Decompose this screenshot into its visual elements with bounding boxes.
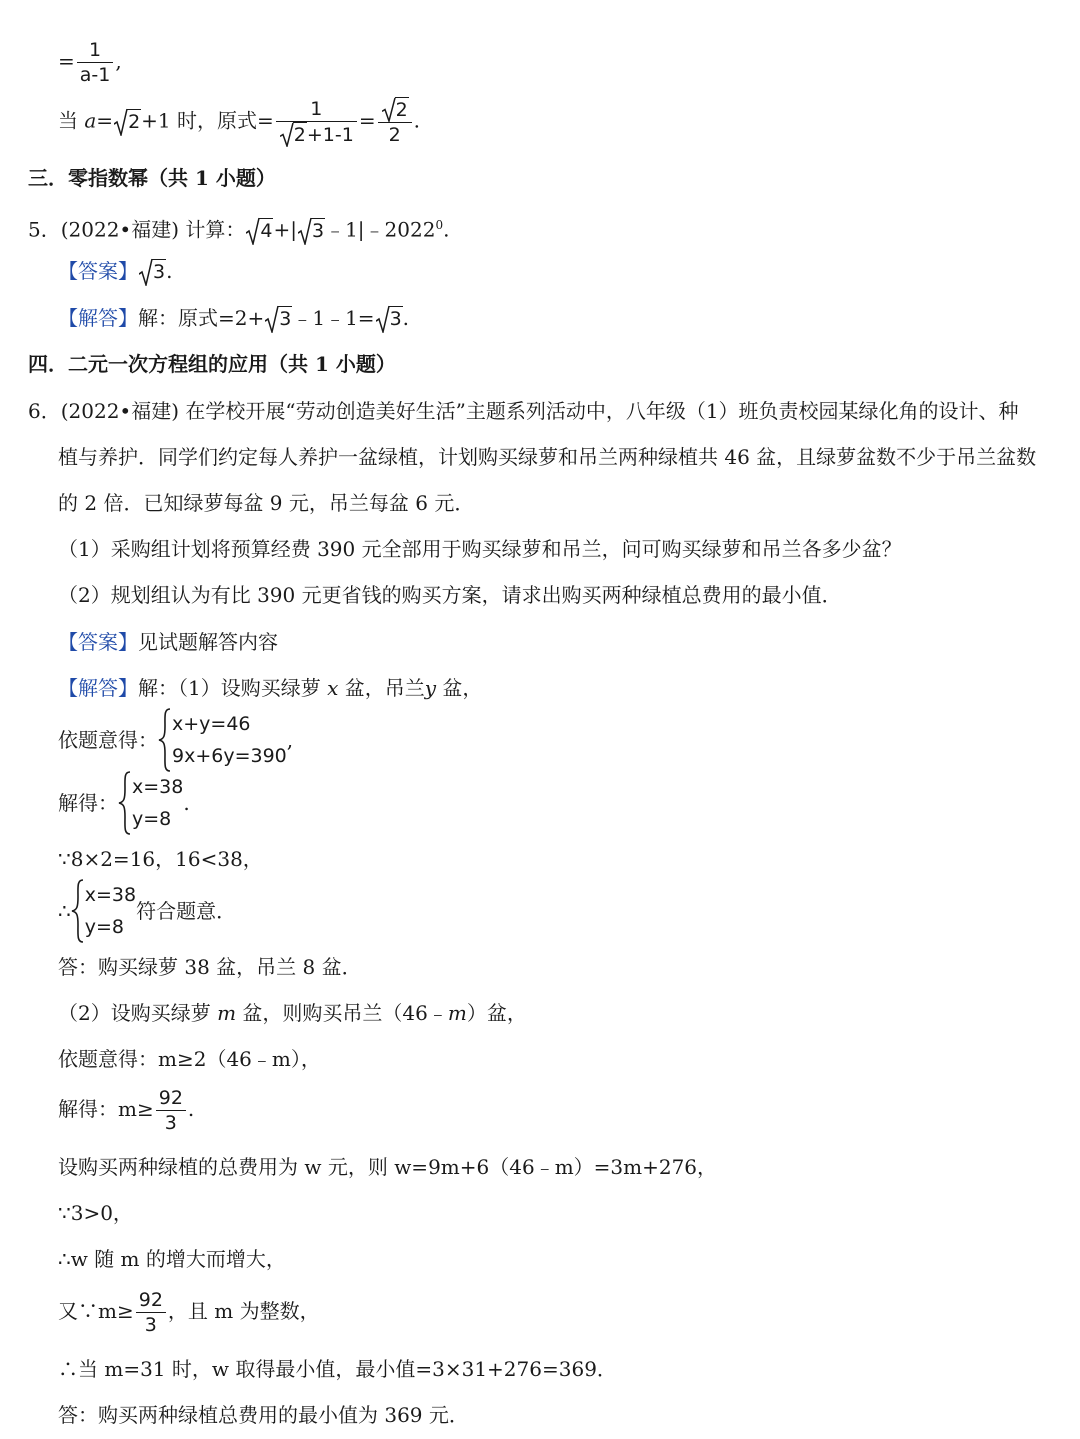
radicand: 3 (389, 308, 402, 330)
because-line-1: ∵8×2=16，16<38， (58, 847, 263, 871)
text: 盆， (442, 676, 483, 700)
radicand: 3 (279, 308, 292, 330)
fraction-sqrt2-over-2 (378, 97, 412, 147)
radicand: 4 (260, 219, 273, 242)
equation-system-line (58, 708, 293, 772)
numerator: 1 (77, 38, 114, 63)
solution-6-intro (58, 674, 482, 702)
sqrt-2 (280, 122, 307, 147)
answer-5 (58, 257, 172, 286)
inequality-line: 依题意得：m≥2（46﹣m）， (58, 1047, 321, 1071)
numerator: 92 (136, 1288, 166, 1313)
period: . (443, 217, 450, 242)
x-value: x=38 (84, 884, 137, 906)
period: . (413, 108, 421, 133)
radicand: 3 (153, 261, 166, 283)
section-3-heading: 三．零指数幂（共 1 小题） (28, 166, 276, 190)
part-2-setup (58, 999, 527, 1027)
equation-2: 9x+6y=390 (172, 745, 287, 767)
fraction-substituted (276, 97, 357, 147)
therefore: ∴ (58, 899, 71, 923)
final-answer: 答：购买两种绿植总费用的最小值为 369 元． (58, 1403, 469, 1427)
solution-tag: 【解答】 (58, 306, 138, 330)
sqrt-2 (382, 97, 409, 122)
answer-tag: 【答案】 (58, 259, 138, 283)
denominator: 3 (144, 1314, 157, 1336)
fraction-result-line (58, 38, 122, 87)
period: . (183, 791, 190, 815)
answer-part-1: 答：购买绿萝 38 盆，吊兰 8 盆． (58, 955, 362, 979)
fraction-92-over-3 (136, 1288, 166, 1337)
fit-text: 符合题意． (136, 899, 237, 923)
therefore-line-2: ∴w 随 m 的增大而增大， (58, 1247, 286, 1271)
therefore-system-line (58, 879, 236, 943)
y-value: y=8 (132, 808, 172, 830)
cost-function-line: 设购买两种绿植的总费用为 w 元，则 w=9m+6（46﹣m）=3m+276， (58, 1155, 718, 1179)
text: （2）设购买绿萝 (58, 1001, 211, 1025)
period: . (402, 306, 410, 330)
den-rest: +1-1 (306, 124, 354, 146)
q5-prompt: 5．(2022•福建) 计算： (28, 217, 246, 242)
fraction-1-over-a-minus-1 (77, 38, 114, 87)
question-6-line-1: 6．(2022•福建) 在学校开展“劳动创造美好生活”主题系列活动中，八年级（1）班负责校园某绿化角的设计、种 (28, 399, 1019, 423)
comma: , (115, 49, 122, 73)
sqrt-3 (265, 305, 292, 333)
because-line-2: ∵3>0， (58, 1201, 133, 1225)
text: 盆，则购买吊兰（46﹣ (242, 1001, 448, 1025)
substitution-line (58, 97, 420, 147)
section-4-heading: 四．二元一次方程组的应用（共 1 小题） (28, 352, 396, 376)
var-m: m (447, 1001, 467, 1025)
equals-sign: = (58, 49, 75, 73)
solution-system (71, 879, 136, 943)
denominator: 3 (164, 1112, 177, 1134)
question-5 (28, 211, 449, 245)
x-value: x=38 (132, 776, 184, 798)
text-when: 当 (58, 108, 78, 133)
denominator: 2 (388, 124, 401, 146)
rest-expression: ﹣1|﹣2022 (325, 217, 436, 242)
y-value: y=8 (84, 916, 124, 938)
solution-system (118, 771, 183, 835)
equation-1: x+y=46 (172, 713, 251, 735)
solution-system-line (58, 771, 190, 835)
text: 解：（1）设购买绿萝 (138, 676, 321, 700)
var-x: x (327, 676, 339, 700)
question-6-line-3: 的 2 倍．已知绿萝每盆 9 元，吊兰每盆 6 元． (58, 491, 475, 515)
sqrt-4 (246, 217, 273, 245)
answer-text: 见试题解答内容 (138, 630, 278, 654)
var-m: m (217, 1001, 237, 1025)
sqrt-2 (114, 108, 141, 136)
inequality-solution-line (58, 1086, 194, 1135)
radicand: 2 (128, 110, 141, 133)
equals: = (358, 108, 376, 133)
var-a: a (84, 108, 97, 133)
label: 解得：m≥ (58, 1097, 154, 1121)
text: 又∵m≥ (58, 1299, 134, 1323)
equation-system (158, 708, 287, 772)
question-6-line-2: 植与养护．同学们约定每人养护一盆绿植，计划购买绿萝和吊兰两种绿植共 46 盆，且绿萝盆数不少于吊兰盆数 (58, 445, 1037, 469)
text: ）盆， (466, 1001, 527, 1025)
denominator: a-1 (79, 64, 111, 86)
period: . (166, 259, 173, 283)
period: . (187, 1097, 195, 1121)
text-original-expression: +1 时，原式= (141, 108, 274, 133)
radicand: 2 (293, 124, 306, 146)
also-line (58, 1288, 320, 1337)
question-6-part-1: （1）采购组计划将预算经费 390 元全部用于购买绿萝和吊兰，问可购买绿萝和吊兰各多少盆？ (58, 537, 902, 561)
equals: = (96, 108, 114, 133)
fraction-92-over-3 (156, 1086, 186, 1135)
exponent-zero: 0 (435, 218, 444, 232)
sol5-text2: ﹣1﹣1= (292, 306, 375, 330)
solution-5 (58, 304, 409, 333)
numerator: 92 (156, 1086, 186, 1111)
label: 依题意得： (58, 728, 158, 752)
numerator: 1 (276, 97, 357, 122)
radicand: 3 (311, 219, 325, 242)
numerator (378, 97, 412, 123)
sqrt-3 (376, 305, 403, 333)
minimum-value-line: ∴当 m=31 时，w 取得最小值，最小值=3×31+276=369． (58, 1357, 617, 1381)
text: 盆，吊兰 (344, 676, 425, 700)
comma: , (286, 728, 294, 752)
answer-6 (58, 628, 278, 656)
question-6-part-2: （2）规划组认为有比 390 元更省钱的购买方案，请求出购买两种绿植总费用的最小值． (58, 583, 842, 607)
answer-tag: 【答案】 (58, 630, 138, 654)
sqrt-3 (298, 217, 325, 245)
solution-tag: 【解答】 (58, 676, 138, 700)
label: 解得： (58, 791, 118, 815)
var-y: y (424, 676, 437, 700)
sqrt-3 (139, 258, 166, 286)
text: ，且 m 为整数， (167, 1299, 320, 1323)
sol5-text1: 解：原式=2+ (138, 306, 265, 330)
plus-abs: +| (273, 217, 297, 242)
denominator (276, 122, 357, 147)
radicand: 2 (395, 99, 408, 121)
